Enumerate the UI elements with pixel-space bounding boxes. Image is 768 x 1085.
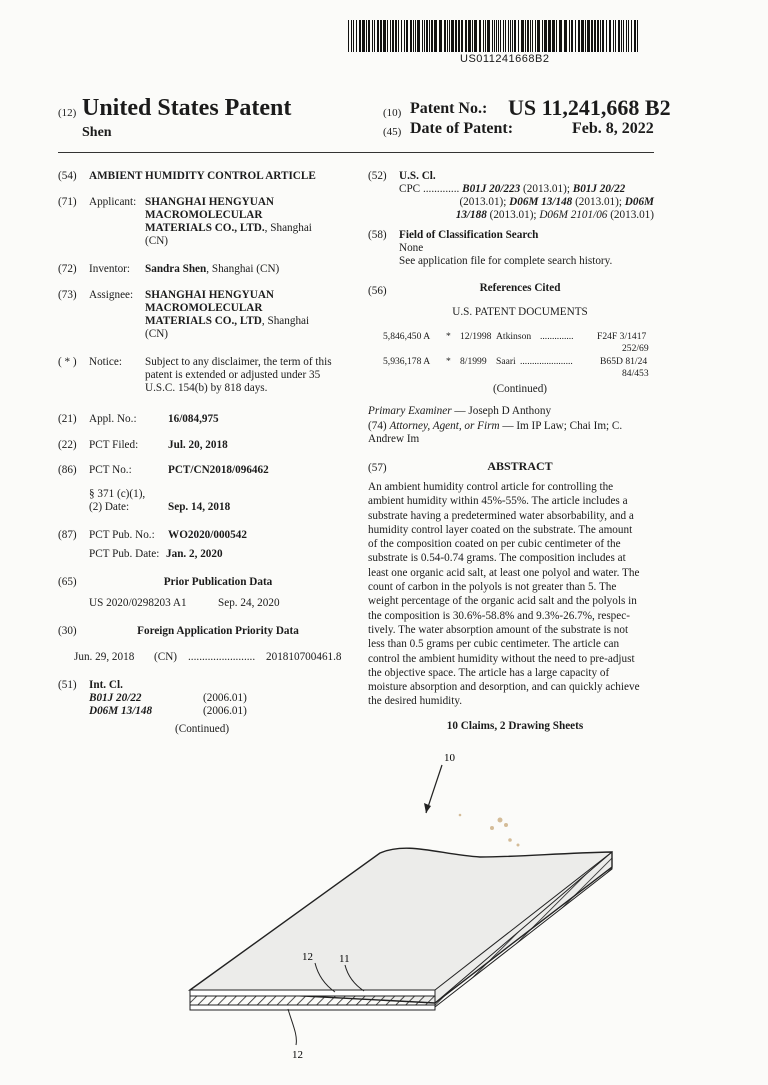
prior-pub-number: US 2020/0298203 A1 — [89, 597, 187, 609]
ref-label-10: 10 — [444, 752, 455, 764]
assignee-line-4: (CN) — [145, 328, 168, 340]
barcode-bar — [353, 20, 354, 52]
barcode-bar — [351, 20, 352, 52]
date-of-patent-label: Date of Patent: — [410, 120, 514, 137]
barcode-bar — [395, 20, 397, 52]
ref-label-12-bottom: 12 — [292, 1049, 303, 1061]
barcode-bar — [356, 20, 357, 52]
assignee-label: Assignee: — [89, 289, 134, 301]
barcode-bar — [525, 20, 526, 52]
references-heading: References Cited — [479, 282, 561, 294]
code-57: (57) — [368, 462, 387, 474]
barcode-bar — [483, 20, 484, 52]
ref-2-star: * — [446, 356, 451, 367]
ref-1-class-2: 252/69 — [622, 343, 649, 354]
barcode-bar — [623, 20, 624, 52]
barcode-bar — [487, 20, 490, 52]
pct-filed-label: PCT Filed: — [89, 439, 139, 451]
ref-1-name: Atkinson — [496, 331, 532, 342]
barcode-bar — [410, 20, 412, 52]
us-cl-heading: U.S. Cl. — [399, 170, 436, 182]
barcode-bar — [564, 20, 567, 52]
us-patent-docs-heading: U.S. PATENT DOCUMENTS — [452, 306, 588, 318]
int-cl-heading: Int. Cl. — [89, 679, 123, 691]
barcode-bar — [479, 20, 481, 52]
foreign-priority-number: 201810700461.8 — [266, 651, 342, 663]
header-rule — [58, 152, 654, 153]
assignee-line-2: MACROMOLECULAR — [145, 302, 263, 314]
abstract-line-4: humidity control layer coated on the substrate. The amount — [368, 523, 633, 536]
ref-2-date: 8/1999 — [460, 356, 487, 367]
abstract-line-6: substrate is 0.54-0.74 grams. The composition includes at — [368, 552, 626, 565]
ref-2-class: B65D 81/24 — [600, 356, 648, 367]
code-12: (12) — [58, 107, 77, 119]
prior-pub-heading: Prior Publication Data — [163, 576, 273, 588]
invention-title: AMBIENT HUMIDITY CONTROL ARTICLE — [89, 170, 316, 182]
field-search-line-2: See application file for complete search history. — [399, 255, 613, 267]
barcode-bar — [444, 20, 446, 52]
barcode-bar — [503, 20, 504, 52]
barcode-bar — [514, 20, 516, 52]
ref-2-dots: ...................... — [520, 356, 573, 367]
notice-line-1: Subject to any disclaimer, the term of this — [145, 356, 332, 368]
abstract-line-15: moisture absorption and desorption, and can quickly achieve — [368, 681, 640, 694]
barcode-bar — [510, 20, 511, 52]
barcode-bar — [581, 20, 584, 52]
barcode-bar — [609, 20, 611, 52]
barcode-bar — [585, 20, 586, 52]
code-87: (87) — [58, 529, 77, 541]
inventor-short: Shen — [82, 125, 112, 140]
barcode-bar — [548, 20, 551, 52]
barcode-bar — [424, 20, 425, 52]
barcode-bar — [374, 20, 375, 52]
attorney-line-2: Andrew Im — [368, 433, 420, 445]
barcode-bar — [621, 20, 622, 52]
barcode-bar — [542, 20, 543, 52]
barcode-bar — [575, 20, 576, 52]
barcode-bar — [544, 20, 547, 52]
applicant-line-2: MACROMOLECULAR — [145, 209, 263, 221]
barcode-bar — [569, 20, 570, 52]
foreign-priority-country: (CN) — [154, 651, 177, 663]
abstract-body — [368, 480, 657, 709]
barcode-bar — [406, 20, 408, 52]
ref-1-date: 12/1998 — [460, 331, 492, 342]
field-search-heading: Field of Classification Search — [399, 229, 539, 241]
barcode-bar — [398, 20, 399, 52]
barcode-bar — [472, 20, 473, 52]
code-notice: ( * ) — [58, 356, 77, 368]
abstract-line-7: least one organic acid salt, at least one polyol and water. The — [368, 566, 640, 579]
code-73: (73) — [58, 289, 77, 301]
pct-no-label: PCT No.: — [89, 464, 132, 476]
code-30: (30) — [58, 625, 77, 637]
barcode-bar — [637, 20, 638, 52]
abstract-line-16: the desired humidity. — [368, 695, 463, 708]
date-of-patent: Feb. 8, 2022 — [572, 120, 654, 137]
barcode-bar — [429, 20, 430, 52]
patent-no-label: Patent No.: — [410, 100, 488, 117]
barcode-bar — [571, 20, 573, 52]
barcode-bar — [392, 20, 394, 52]
patent-type-title: United States Patent — [82, 95, 292, 121]
abstract-line-13: control the ambient humidity without the need to pre-adjust — [368, 652, 635, 665]
barcode-bar — [447, 20, 448, 52]
barcode-bar — [530, 20, 531, 52]
code-86: (86) — [58, 464, 77, 476]
barcode-bar — [362, 20, 365, 52]
barcode-bar — [366, 20, 367, 52]
barcode-bar — [465, 20, 467, 52]
barcode-bar — [552, 20, 555, 52]
pct-pub-no-value: WO2020/000542 — [168, 529, 247, 541]
barcode — [348, 20, 640, 52]
barcode-bar — [532, 20, 533, 52]
assignee-line-3: MATERIALS CO., LTD, Shanghai — [145, 315, 310, 327]
barcode-bar — [458, 20, 460, 52]
int-cl-continued: (Continued) — [175, 723, 230, 735]
barcode-bar — [512, 20, 513, 52]
barcode-bar — [387, 20, 388, 52]
code-21: (21) — [58, 413, 77, 425]
patent-number: US 11,241,668 B2 — [508, 95, 671, 120]
barcode-bar — [449, 20, 450, 52]
barcode-bar — [631, 20, 632, 52]
abstract-heading: ABSTRACT — [487, 459, 553, 473]
barcode-bar — [426, 20, 428, 52]
barcode-number: US011241668B2 — [460, 53, 550, 65]
barcode-bar — [401, 20, 402, 52]
abstract-line-8: count of carbon in the polyols is not greater than 5. The — [368, 581, 617, 594]
barcode-bar — [461, 20, 463, 52]
foreign-priority-date: Jun. 29, 2018 — [74, 651, 135, 663]
applicant-line-1: SHANGHAI HENGYUAN — [145, 196, 274, 208]
appl-no-value: 16/084,975 — [168, 413, 219, 425]
applicant-label: Applicant: — [89, 196, 137, 208]
notice-label: Notice: — [89, 356, 122, 368]
inventor-label: Inventor: — [89, 263, 131, 275]
cpc-line-3: 13/188 (2013.01); D06M 2101/06 (2013.01) — [455, 209, 654, 221]
barcode-bar — [496, 20, 497, 52]
arrow-10-head — [424, 803, 431, 813]
barcode-bar — [505, 20, 506, 52]
int-cl-version-1: (2006.01) — [203, 692, 247, 704]
barcode-bar — [404, 20, 405, 52]
assignee-line-1: SHANGHAI HENGYUAN — [145, 289, 274, 301]
barcode-bar — [591, 20, 593, 52]
code-10: (10) — [383, 107, 402, 119]
applicant-line-3: MATERIALS CO., LTD., Shanghai — [145, 222, 312, 234]
barcode-bar — [634, 20, 636, 52]
barcode-bar — [578, 20, 580, 52]
barcode-bar — [390, 20, 391, 52]
abstract-line-9: weight percentage of the organic acid salt and the polyols in — [368, 595, 637, 608]
barcode-bar — [455, 20, 457, 52]
pct-pub-date-value: Jan. 2, 2020 — [166, 548, 223, 560]
code-52: (52) — [368, 170, 387, 182]
abstract-line-11: tively. The water absorption amount of the substrate is not — [368, 623, 629, 636]
code-58: (58) — [368, 229, 387, 241]
patent-drawing — [180, 745, 620, 1075]
abstract-line-10: the composition is 30.6%-58.8% and 9.3%-26.7%, respec- — [368, 609, 630, 622]
s371-line-2: (2) Date: — [89, 501, 130, 513]
barcode-bar — [434, 20, 437, 52]
coating-layer-top — [190, 990, 435, 996]
barcode-bar — [431, 20, 433, 52]
barcode-bar — [602, 20, 604, 52]
barcode-bar — [518, 20, 519, 52]
abstract-line-1: An ambient humidity control article for controlling the — [368, 481, 614, 493]
barcode-bar — [626, 20, 627, 52]
barcode-bar — [485, 20, 486, 52]
barcode-bar — [537, 20, 540, 52]
cpc-line-1: CPC ............. B01J 20/223 (2013.01); B01J 20/22 — [399, 183, 626, 195]
barcode-bar — [494, 20, 495, 52]
code-71: (71) — [58, 196, 77, 208]
foreign-priority-heading: Foreign Application Priority Data — [137, 625, 299, 637]
barcode-bar — [422, 20, 423, 52]
barcode-bar — [628, 20, 629, 52]
barcode-bar — [348, 20, 349, 52]
barcode-bar — [556, 20, 557, 52]
barcode-bar — [368, 20, 370, 52]
barcode-bar — [417, 20, 420, 52]
barcode-bar — [535, 20, 536, 52]
field-search-line-1: None — [399, 242, 424, 254]
barcode-bar — [527, 20, 529, 52]
attorney-line-1: (74) Attorney, Agent, or Firm — Im IP Law; Chai Im; C. — [368, 420, 623, 432]
ref-2-class-2: 84/453 — [622, 368, 649, 379]
barcode-bar — [474, 20, 477, 52]
pct-no-value: PCT/CN2018/096462 — [168, 464, 269, 476]
pct-filed-value: Jul. 20, 2018 — [168, 439, 228, 451]
applicant-line-4: (CN) — [145, 235, 168, 247]
code-65: (65) — [58, 576, 77, 588]
ref-2-name: Saari — [496, 356, 516, 367]
references-continued: (Continued) — [492, 383, 548, 395]
code-22: (22) — [58, 439, 77, 451]
prior-pub-date: Sep. 24, 2020 — [218, 597, 280, 609]
s371-date: Sep. 14, 2018 — [168, 501, 231, 513]
cpc-line-2: (2013.01); D06M 13/148 (2013.01); D06M — [459, 196, 654, 208]
sheet-top-surface — [190, 848, 612, 1003]
barcode-bar — [521, 20, 524, 52]
barcode-bar — [615, 20, 616, 52]
appl-no-label: Appl. No.: — [89, 413, 137, 425]
inventor-value: Sandra Shen, Shanghai (CN) — [145, 263, 280, 275]
barcode-bar — [451, 20, 454, 52]
barcode-bar — [468, 20, 471, 52]
abstract-line-12: less than 0.5 grams per cubic centimeter. The article can — [368, 638, 620, 651]
barcode-bar — [613, 20, 614, 52]
claims-summary: 10 Claims, 2 Drawing Sheets — [446, 720, 584, 732]
speckle-marks — [459, 814, 520, 847]
int-cl-version-2: (2006.01) — [203, 705, 247, 717]
leader-12-bottom — [288, 1009, 296, 1045]
abstract-line-14: the objective space. The article has a large capacity of — [368, 666, 610, 679]
code-54: (54) — [58, 170, 77, 182]
abstract-line-2: ambient humidity within 45%-55%. The article includes a — [368, 495, 628, 508]
code-56: (56) — [368, 285, 387, 297]
barcode-bar — [597, 20, 599, 52]
barcode-bar — [492, 20, 493, 52]
barcode-bar — [439, 20, 442, 52]
s371-line-1: § 371 (c)(1), — [89, 488, 146, 500]
barcode-bar — [508, 20, 509, 52]
notice-line-3: U.S.C. 154(b) by 818 days. — [145, 382, 268, 394]
barcode-bar — [587, 20, 590, 52]
ref-2-number: 5,936,178 A — [383, 356, 431, 367]
barcode-bar — [383, 20, 386, 52]
pct-pub-date-label: PCT Pub. Date: — [89, 548, 160, 560]
code-72: (72) — [58, 263, 77, 275]
barcode-bar — [413, 20, 414, 52]
ref-1-star: * — [446, 331, 451, 342]
barcode-bar — [600, 20, 601, 52]
barcode-bar — [606, 20, 607, 52]
code-51: (51) — [58, 679, 77, 691]
int-cl-class-2: D06M 13/148 — [89, 705, 153, 717]
coating-layer-bottom — [190, 1005, 435, 1010]
primary-examiner: Primary Examiner — Joseph D Anthony — [368, 405, 552, 417]
ref-1-number: 5,846,450 A — [383, 331, 431, 342]
barcode-bar — [372, 20, 373, 52]
ref-label-12-top: 12 — [302, 951, 313, 963]
barcode-bar — [359, 20, 361, 52]
ref-1-class: F24F 3/1417 — [597, 331, 647, 342]
abstract-line-3: substrate having a predetermined water absorbability, and a — [368, 509, 634, 522]
code-45: (45) — [383, 126, 402, 138]
barcode-bar — [377, 20, 379, 52]
barcode-bar — [559, 20, 562, 52]
barcode-bar — [500, 20, 501, 52]
barcode-bar — [415, 20, 416, 52]
pct-pub-no-label: PCT Pub. No.: — [89, 529, 155, 541]
int-cl-class-1: B01J 20/22 — [89, 692, 142, 704]
abstract-line-5: of the composition coated on per cubic centimeter of the — [368, 538, 621, 551]
ref-1-dots: .............. — [540, 331, 574, 342]
barcode-bar — [618, 20, 620, 52]
ref-label-11: 11 — [339, 953, 350, 965]
substrate-layer — [190, 996, 435, 1005]
barcode-bar — [594, 20, 596, 52]
barcode-bar — [380, 20, 382, 52]
foreign-priority-dots: ........................ — [188, 651, 256, 663]
barcode-bar — [498, 20, 499, 52]
notice-line-2: patent is extended or adjusted under 35 — [145, 369, 321, 381]
